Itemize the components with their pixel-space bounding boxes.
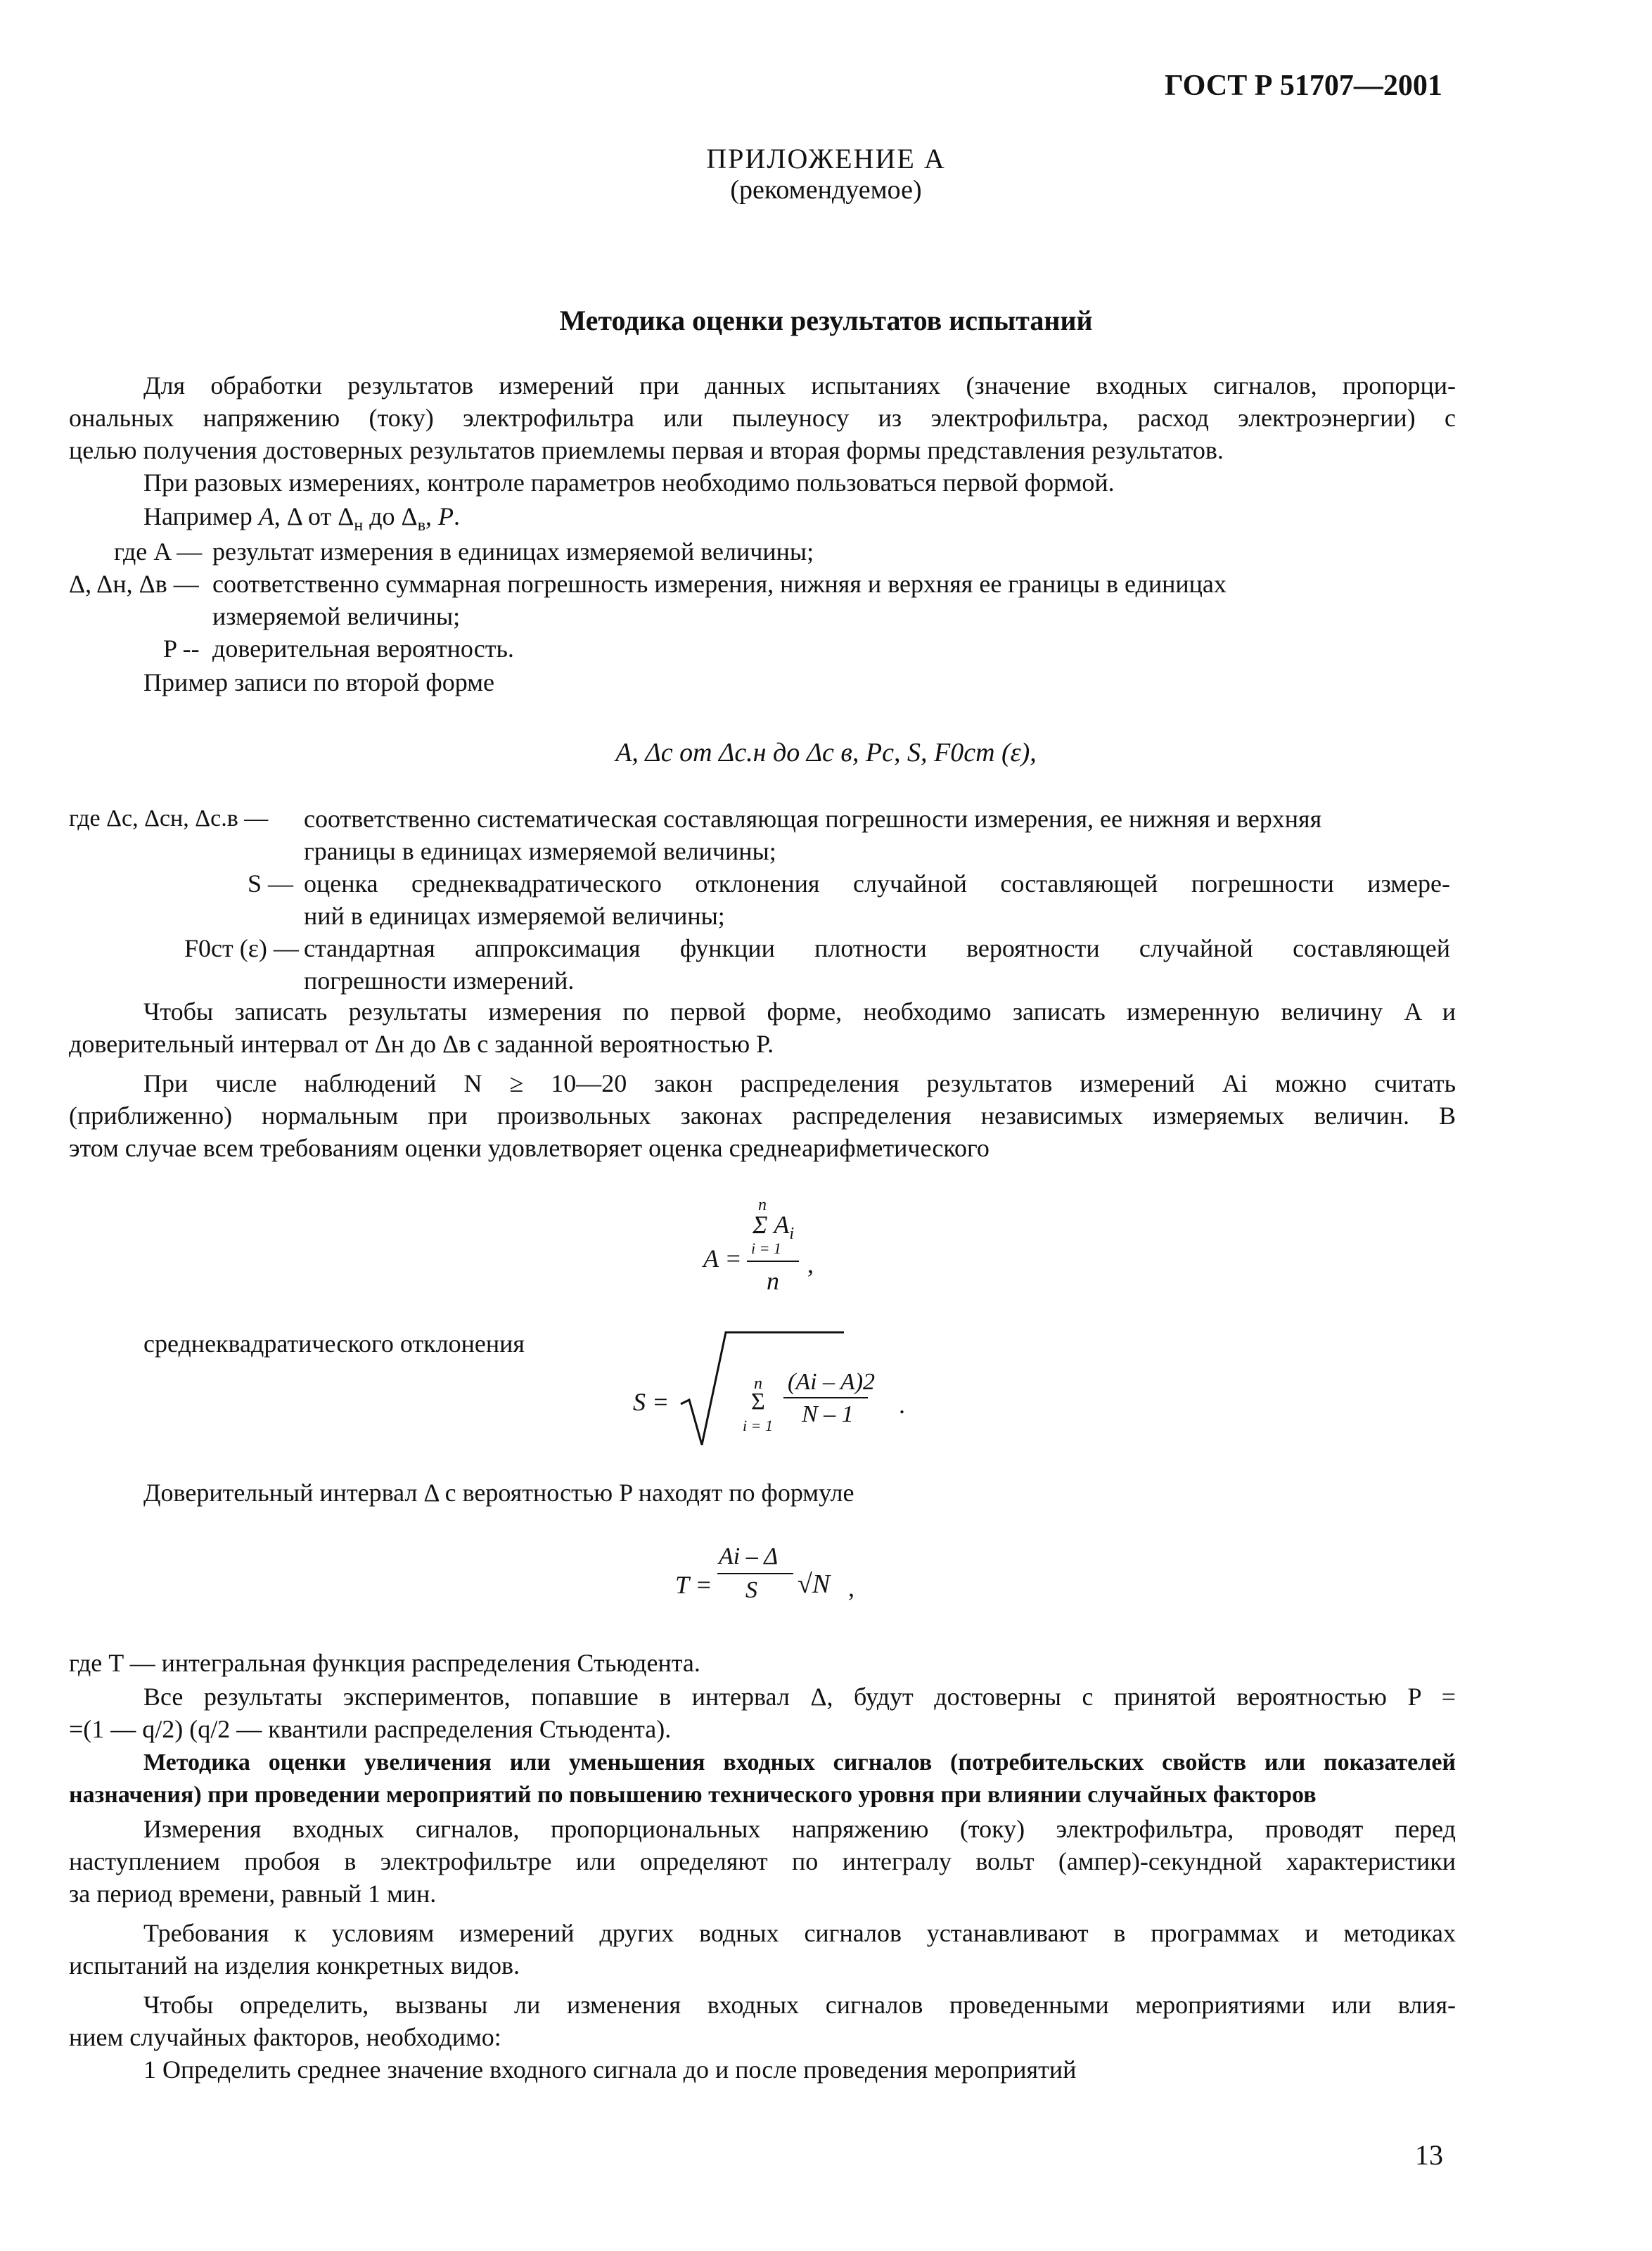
- definition-text-delta-c-2: границы в единицах измеряемой величины;: [304, 837, 776, 865]
- definition-text-delta-2: измеряемой величины;: [212, 602, 461, 630]
- formula-second-form: A, Δс от Δс.н до Δс в, Pс, S, F0ст (ε),: [615, 738, 1037, 767]
- paragraph-10-line-2: испытаний на изделия конкретных видов.: [69, 1951, 520, 1979]
- formula-mean: A = n Σ $A_i$ i = 1 n ,: [703, 1196, 814, 1295]
- paragraph-7: Доверительный интервал Δ с вероятностью P находят по формуле: [143, 1479, 854, 1507]
- definition-text-S-1: оценка среднеквадратического отклонения случайной составляющей погрешности измере-: [304, 869, 1450, 898]
- page-number: 13: [1415, 2139, 1443, 2171]
- paragraph-11-line-1: Чтобы определить, вызваны ли изменения входных сигналов проведенными мероприятиями или влия-: [143, 1991, 1456, 2019]
- paragraph-2: При разовых измерениях, контроле параметров необходимо пользоваться первой формой.: [143, 468, 1115, 497]
- definition-text-S-2: ний в единицах измеряемой величины;: [304, 902, 725, 930]
- appendix-title: ПРИЛОЖЕНИЕ А: [706, 143, 946, 174]
- paragraph-11-line-2: нием случайных факторов, необходимо:: [69, 2023, 501, 2051]
- definition-label-F: F0ст (ε) —: [184, 934, 299, 962]
- paragraph-1-line-2: ональных напряжению (току) электрофильтра или пылеуносу из электрофильтра, расход электроэнергии) с: [69, 404, 1456, 432]
- definition-text-F-2: погрешности измерений.: [304, 967, 575, 995]
- paragraph-8-line-1: Все результаты экспериментов, попавшие в интервал Δ, будут достоверны с принятой вероятностью P =: [143, 1683, 1456, 1711]
- paragraph-6-line-1: При числе наблюдений N ≥ 10—20 закон распределения результатов измерений Ai можно считать: [143, 1069, 1456, 1097]
- section-title: Методика оценки результатов испытаний: [559, 305, 1093, 336]
- paragraph-9-line-1: Измерения входных сигналов, пропорциональных напряжению (току) электрофильтра, проводят перед: [143, 1815, 1456, 1843]
- paragraph-1-line-3: целью получения достоверных результатов приемлемы первая и вторая формы представления результатов.: [69, 436, 1224, 464]
- appendix-status: (рекомендуемое): [730, 175, 922, 205]
- paragraph-t-definition: где T — интегральная функция распределения Стьюдента.: [69, 1649, 700, 1677]
- definition-text-F-1: стандартная аппроксимация функции плотности вероятности случайной составляющей: [304, 934, 1450, 962]
- formula-student-t: T = Ai – Δ S √N ,: [675, 1543, 854, 1603]
- paragraph-10-line-1: Требования к условиям измерений других водных сигналов устанавливают в программах и методиках: [143, 1919, 1456, 1947]
- definition-label-A: где A —: [114, 537, 203, 566]
- methodology-heading-line-1: Методика оценки увеличения или уменьшения входных сигналов (потребительских свойств или показателей: [143, 1749, 1456, 1775]
- definition-label-S: S —: [248, 869, 294, 898]
- definition-text-delta-1: соответственно суммарная погрешность измерения, нижняя и верхняя ее границы в единицах: [212, 570, 1227, 598]
- paragraph-4: Пример записи по второй форме: [143, 668, 494, 696]
- paragraph-9-line-3: за период времени, равный 1 мин.: [69, 1880, 437, 1908]
- paragraph-3: Например A, Δ от $\Delta_н$ до $\Delta_в$, P.: [143, 502, 461, 535]
- paragraph-6-line-2: (приближенно) нормальным при произвольных законах распределения независимых измеряемых величин. В: [69, 1102, 1456, 1130]
- methodology-heading-line-2: назначения) при проведении мероприятий по повышению технического уровня при влиянии случайных факторов: [69, 1782, 1317, 1808]
- definition-text-P: доверительная вероятность.: [212, 635, 514, 663]
- definition-text-delta-c-1: соответственно систематическая составляющая погрешности измерения, ее нижняя и верхняя: [304, 805, 1322, 833]
- definition-label-delta-c: где Δс, Δсн, Δс.в —: [69, 805, 269, 831]
- paragraph-12: 1 Определить среднее значение входного сигнала до и после проведения мероприятий: [143, 2055, 1077, 2084]
- formula-standard-deviation: S = n Σ i = 1 (Ai – A)2 N – 1 .: [633, 1322, 942, 1463]
- paragraph-1-line-1: Для обработки результатов измерений при данных испытаниях (значение входных сигналов, пропорци-: [143, 371, 1456, 400]
- definition-label-delta: Δ, Δн, Δв —: [69, 570, 199, 598]
- paragraph-8-line-2: =(1 — q/2) (q/2 — квантили распределения Стьюдента).: [69, 1715, 672, 1743]
- paragraph-9-line-2: наступлением пробоя в электрофильтре или определяют по интегралу вольт (ампер)-секундной характеристики: [69, 1847, 1456, 1875]
- paragraph-5-line-2: доверительный интервал от Δн до Δв с заданной вероятностью P.: [69, 1030, 774, 1058]
- sd-label: среднеквадратического отклонения: [143, 1329, 525, 1358]
- definition-text-A: результат измерения в единицах измеряемой величины;: [212, 537, 814, 566]
- definition-label-P: P --: [163, 635, 200, 663]
- paragraph-5-line-1: Чтобы записать результаты измерения по первой форме, необходимо записать измеренную величину A и: [143, 997, 1456, 1026]
- standard-number: ГОСТ Р 51707—2001: [1165, 70, 1442, 102]
- paragraph-6-line-3: этом случае всем требованиям оценки удовлетворяет оценка среднеарифметического: [69, 1134, 990, 1162]
